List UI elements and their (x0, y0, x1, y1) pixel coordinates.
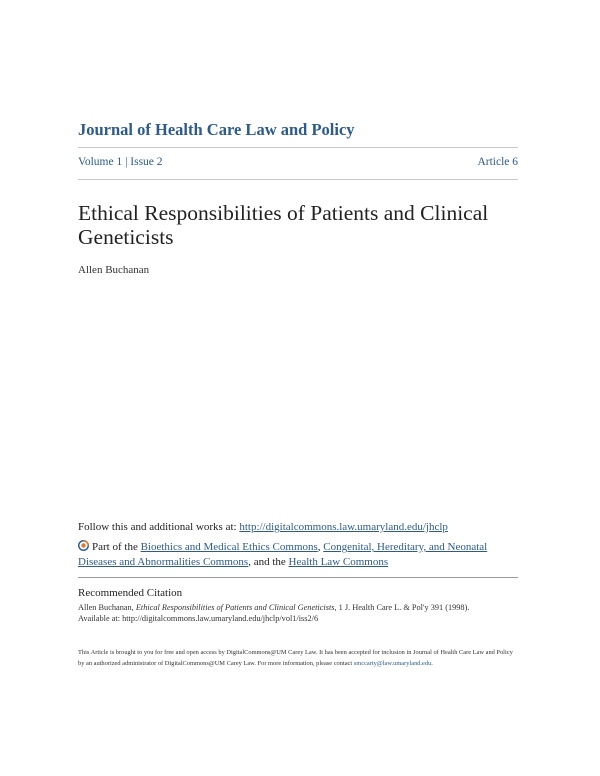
network-commons-icon (78, 540, 89, 551)
part-of-prefix: Part of the (92, 541, 141, 553)
issue-link[interactable]: Issue 2 (130, 156, 163, 168)
citation-author: Allen Buchanan, (78, 603, 136, 612)
congenital-commons-link[interactable]: Congenital, Hereditary, and Neonatal Diseases and Abnormalities Commons (78, 541, 488, 568)
health-law-commons-link[interactable]: Health Law Commons (288, 555, 389, 568)
citation-paper-title: Ethical Responsibilities of Patients and Clinical Geneticists (135, 603, 335, 612)
access-notice-text: This Article is brought to you for free and open access by DigitalCommons@UM Carey Law. It has been accepted for inclusion in Journal of Health Care Law and Policy by an authorized administrator of DigitalCommons@UM Carey Law. For more information, please contact (78, 649, 513, 667)
access-notice-end: . (431, 659, 433, 667)
citation-divider (78, 577, 518, 578)
part-of-comma: , (317, 541, 324, 553)
volume-issue-separator: | (125, 156, 128, 168)
follow-prefix: Follow this and additional works at: (78, 521, 240, 533)
author-name: Allen Buchanan (78, 264, 150, 276)
repository-url-link[interactable]: http://digitalcommons.law.umaryland.edu/jhclp (239, 521, 448, 533)
article-number-link[interactable]: Article 6 (477, 156, 518, 168)
open-access-notice (78, 648, 518, 669)
volume-issue-row (78, 156, 518, 168)
citation-available-url: Available at: http://digitalcommons.law.umaryland.edu/jhclp/vol1/iss2/6 (78, 614, 319, 623)
bioethics-commons-link[interactable]: Bioethics and Medical Ethics Commons (140, 541, 318, 553)
part-of-commons (78, 540, 518, 569)
recommended-citation-heading: Recommended Citation (78, 587, 183, 599)
follow-line (78, 521, 518, 533)
journal-title-link[interactable]: Journal of Health Care Law and Policy (78, 120, 355, 139)
paper-title: Ethical Responsibilities of Patients and Clinical Geneticists (78, 201, 489, 249)
divider-bottom (78, 179, 518, 180)
contact-email-link[interactable]: smccarty@law.umaryland.edu (353, 659, 432, 667)
part-of-middle: , and the (248, 555, 289, 568)
citation-text (78, 602, 518, 624)
volume-link[interactable]: Volume 1 (78, 156, 123, 168)
divider-top (78, 147, 518, 148)
citation-reference: , 1 J. Health Care L. & Pol'y 391 (1998). (334, 603, 470, 612)
